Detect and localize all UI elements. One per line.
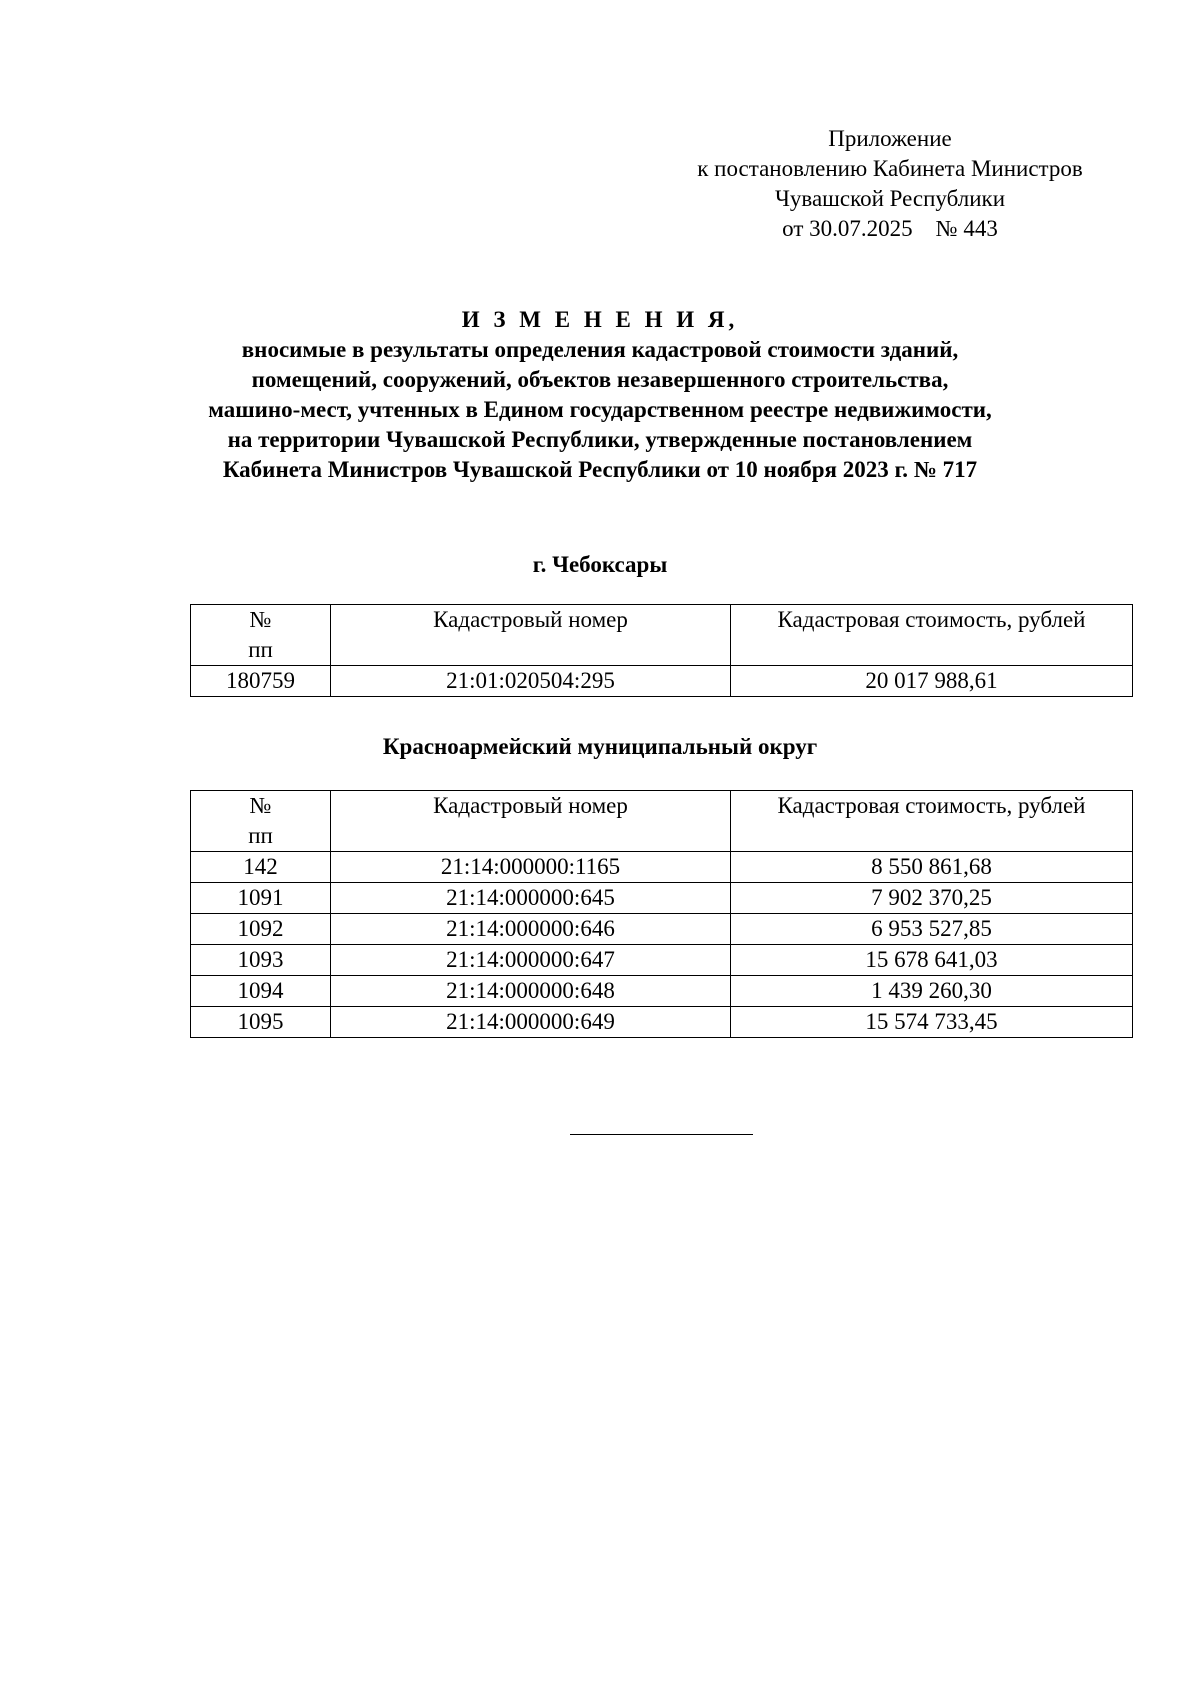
header-num-symbol: № [249, 793, 272, 818]
cell-num: 1094 [191, 976, 331, 1007]
cell-cadastral-value: 6 953 527,85 [731, 914, 1133, 945]
heading-line: машино-мест, учтенных в Едином государственном реестре недвижимости, [208, 397, 992, 422]
cell-cadastral-number: 21:14:000000:646 [331, 914, 731, 945]
appendix-resolution: к постановлению Кабинета Министров [697, 156, 1083, 181]
cell-cadastral-value: 8 550 861,68 [731, 852, 1133, 883]
header-cadastral-value: Кадастровая стоимость, рублей [731, 791, 1133, 852]
document-heading [100, 305, 1100, 485]
cadastral-table-cheboksary [190, 604, 1133, 697]
heading-line: вносимые в результаты определения кадастровой стоимости зданий, [241, 337, 959, 362]
table-row [191, 852, 1133, 883]
section-title-krasnoarmeysky: Красноармейский муниципальный округ [382, 734, 818, 759]
header-cadastral-number: Кадастровый номер [331, 605, 731, 666]
cell-cadastral-value: 15 574 733,45 [731, 1007, 1133, 1038]
header-cadastral-value: Кадастровая стоимость, рублей [731, 605, 1133, 666]
heading-line: Кабинета Министров Чувашской Республики от 10 ноября 2023 г. № 717 [222, 457, 978, 482]
cell-cadastral-number: 21:14:000000:649 [331, 1007, 731, 1038]
table-row [191, 1007, 1133, 1038]
header-num-symbol: № [249, 607, 272, 632]
cell-num: 1091 [191, 883, 331, 914]
cell-num: 142 [191, 852, 331, 883]
heading-line: на территории Чувашской Республики, утвержденные постановлением [227, 427, 973, 452]
appendix-label: Приложение [828, 126, 952, 151]
header-num [191, 791, 331, 852]
cell-num: 180759 [191, 666, 331, 697]
document-title: И З М Е Н Е Н И Я, [461, 307, 739, 332]
cell-cadastral-number: 21:01:020504:295 [331, 666, 731, 697]
cell-cadastral-number: 21:14:000000:647 [331, 945, 731, 976]
table-row [191, 976, 1133, 1007]
appendix-republic: Чувашской Республики [774, 186, 1006, 211]
cell-cadastral-number: 21:14:000000:648 [331, 976, 731, 1007]
appendix-block [660, 124, 1120, 244]
table-row [191, 666, 1133, 697]
table-row [191, 883, 1133, 914]
cell-cadastral-number: 21:14:000000:645 [331, 883, 731, 914]
table-row [191, 914, 1133, 945]
table-row [191, 945, 1133, 976]
header-num-abbr: пп [248, 823, 273, 848]
cell-cadastral-number: 21:14:000000:1165 [331, 852, 731, 883]
cell-cadastral-value: 20 017 988,61 [731, 666, 1133, 697]
cadastral-table-krasnoarmeysky [190, 790, 1133, 1038]
closing-divider [570, 1134, 753, 1135]
header-cadastral-number: Кадастровый номер [331, 791, 731, 852]
header-num [191, 605, 331, 666]
table-header-row [191, 791, 1133, 852]
heading-line: помещений, сооружений, объектов незавершенного строительства, [251, 367, 949, 392]
header-num-abbr: пп [248, 637, 273, 662]
cell-cadastral-value: 1 439 260,30 [731, 976, 1133, 1007]
appendix-date-number: от 30.07.2025 № 443 [782, 216, 998, 241]
cell-cadastral-value: 7 902 370,25 [731, 883, 1133, 914]
section-title-cheboksary: г. Чебоксары [532, 552, 668, 577]
cell-num: 1095 [191, 1007, 331, 1038]
cell-num: 1093 [191, 945, 331, 976]
table-header-row [191, 605, 1133, 666]
cell-cadastral-value: 15 678 641,03 [731, 945, 1133, 976]
cell-num: 1092 [191, 914, 331, 945]
